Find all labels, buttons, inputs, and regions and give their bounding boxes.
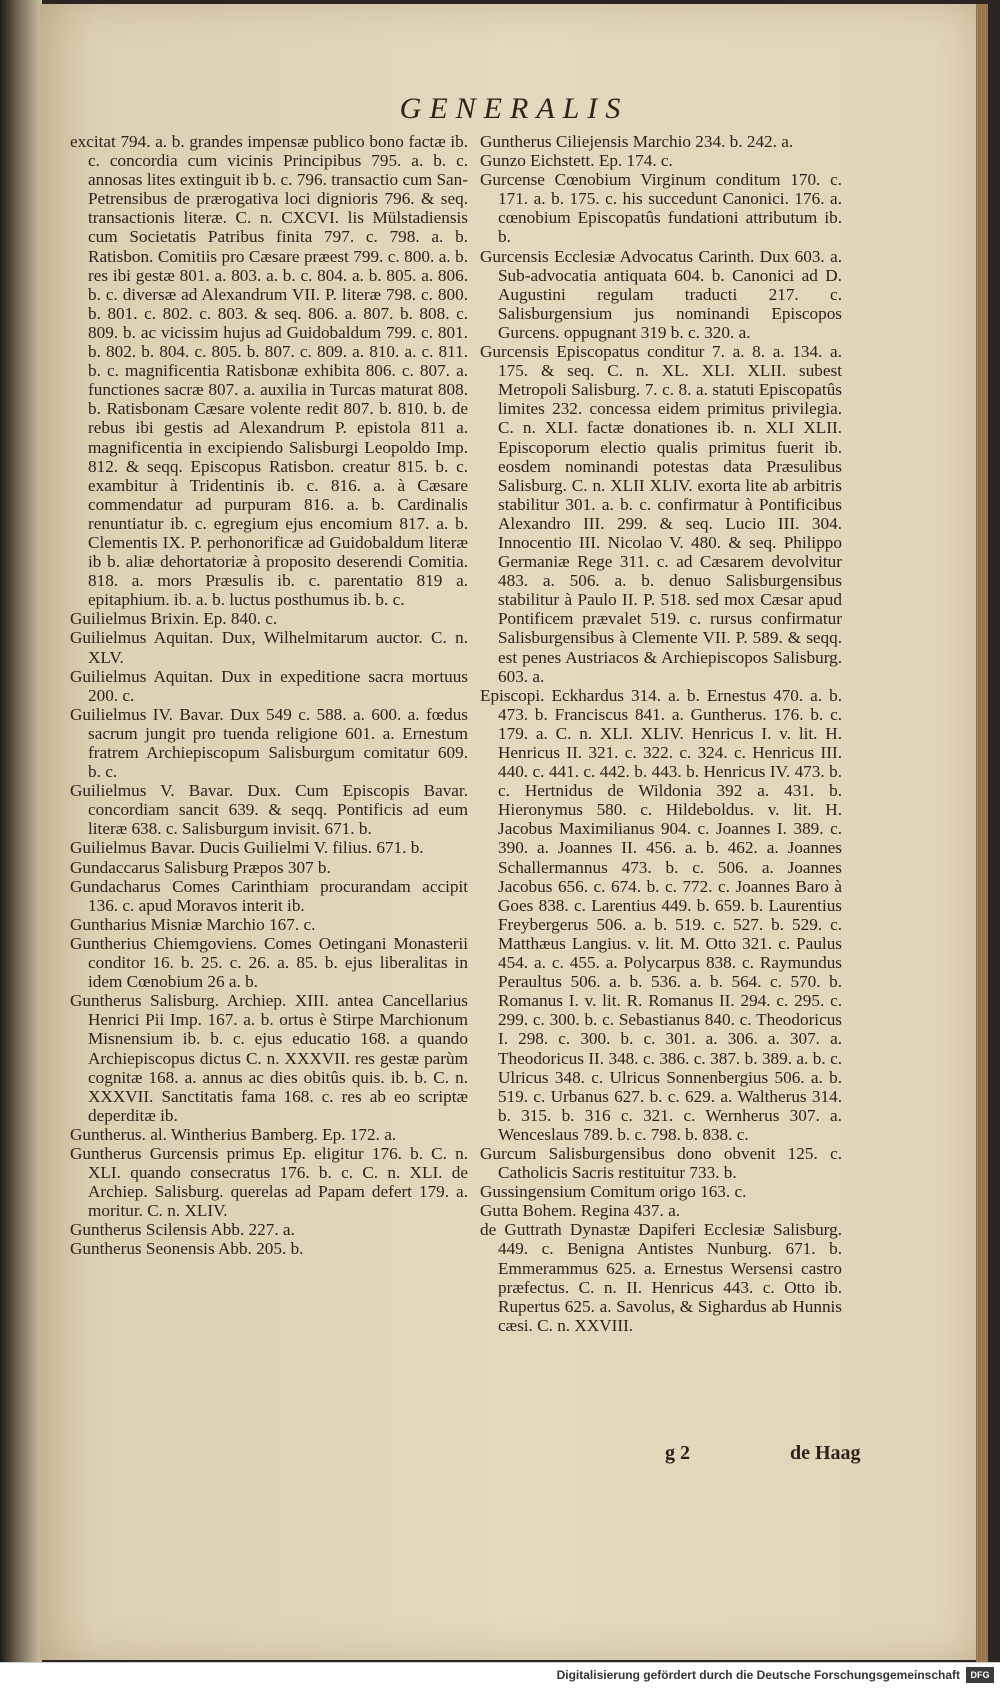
- footer-credit: Digitalisierung gefördert durch die Deutsche Forschungsgemeinschaft: [556, 1668, 960, 1682]
- index-entry: Guntherus Scilensis Abb. 227. a.: [70, 1220, 295, 1240]
- index-entry: Gutta Bohem. Regina 437. a.: [480, 1201, 681, 1221]
- index-entry: Gurcensis Episcopatus conditur 7. a. 8. a. 134. a. 175. & seq. C. n. XL. XLI. XLII. subest Metropoli Salisburg. 7. c. 8. a. statuti Episcopatûs limites 232. concessa eidem primitus privilegia. C. n. XLI. factæ donationes ib. n. XLI XLII. Episcoporum electio qualis primitus fuerit ib. eosdem nominandi potestas data Præsulibus Salisburg. C. n. XLII XLIV. exorta lite ab arbitris stabilitur 301. a. b. c. confirmatur à Pontificibus Alexandro III. 299. & seq. Lucio III. 304. Innocentio III. Nicolao V. 480. & seq. Philippo Germaniæ Rege 311. c. ad Cæsarem devolvitur 483. a. 506. a. b. denuo Salisburgensibus stabilitur à Paulo II. P. 518. sed mox Cæsar apud Pontificem prævalet 519. c. rursus confirmatur Salisburgensibus à Clemente VII. P. 589. & seqq. est penes Austriacos & Archiepiscopos Salisburg. 603. a.: [480, 342, 842, 686]
- index-entry: Guilielmus Aquitan. Dux in expeditione sacra mortuus 200. c.: [70, 666, 468, 705]
- index-entry: Guilielmus IV. Bavar. Dux 549 c. 588. a. 600. a. fœdus sacrum jungit pro tuenda religione 601. a. Ernestum fratrem Archiepiscopum Salisburgum comitatur 609. b. c.: [70, 704, 468, 782]
- index-entry: Episcopi. Eckhardus 314. a. b. Ernestus 470. a. b. 473. b. Franciscus 841. a. Guntherus. 176. b. c. 179. a. C. n. XLI. XLIV. Henricus I. v. lit. H. Henricus II. 321. c. 322. c. 324. c. Henricus III. 440. c. 441. c. 442. b. 443. b. Henricus IV. 473. b. c. Hertnidus de Wildonia 392 a. 431. b. Hieronymus 580. c. Hildeboldus. v. lit. H. Jacobus Maximilianus 904. c. Joannes I. 389. c. 390. a. Joannes II. 456. a. b. 462. a. Joannes Schallermannus 473. b. c. 506. a. Joannes Jacobus 656. c. 674. b. c. 772. c. Joannes Baro à Goes 838. c. Larentius 449. b. 659. b. Laurentius Freybergerus 506. a. b. 519. c. 527. b. 529. c. Matthæus Langius. v. lit. M. Otto 321. c. Paulus 454. a. c. 455. a. Polycarpus 838. c. Raymundus Peraultus 506. a. b. 536. a. b. 564. c. 570. b. Romanus I. v. lit. R. Romanus II. 294. c. 295. c. 299. c. 300. b. c. Sebastianus 840. c. Theodoricus I. 298. c. 300. b. c. 301. a. 306. a. 307. a. Theodoricus II. 348. c. 386. c. 387. b. 389. a. b. c. Ulricus 348. c. Ulricus Sonnenbergius 506. a. b. 519. c. Urbanus 627. b. c. 629. a. Waltherus 314. b. 315. b. 316 c. 321. c. Wernherus 307. a. Wenceslaus 789. b. c. 798. b. 838. c.: [480, 685, 842, 1144]
- index-entry: Guntherus. al. Wintherius Bamberg. Ep. 172. a.: [70, 1124, 397, 1144]
- index-entry: Guntherus Salisburg. Archiep. XIII. antea Cancellarius Henrici Pii Imp. 167. a. b. ortus è Stirpe Marchionum Misnensium ib. b. c. ejus educatio 168. a quando Archiepiscopus dictus C. n. XXXVII. res gestæ parùm cognitæ 168. a. annus ac dies obitûs quis. ib. b. C. n. XXXVII. Sanctitatis fama 168. c. res ab eo scriptæ deperditæ ib.: [70, 991, 468, 1125]
- index-entry: Guilielmus V. Bavar. Dux. Cum Episcopis Bavar. concordiam sancit 639. & seqq. Pontificis ad eum literæ 638. c. Salisburgum invisit. 671. b.: [70, 781, 468, 839]
- index-entry: Gussingensium Comitum origo 163. c.: [480, 1182, 747, 1202]
- index-entry: Gurcum Salisburgensibus dono obvenit 125. c. Catholicis Sacris restituitur 733. b.: [480, 1143, 842, 1183]
- running-head: GENERALIS: [399, 92, 629, 125]
- catchword: de Haag: [790, 1442, 861, 1464]
- index-entry: excitat 794. a. b. grandes impensæ publico bono factæ ib. c. concordia cum vicinis Principibus 795. a. b. c. annosas lites extinguit ib b. c. 796. transactio cum San-Petrensibus de prærogativa loci dignioris 796. & seq. transactionis literæ. C. n. CXCVI. lis Mülstadiensis cum Societatis Patribus finita 797. c. 798. a. b. Ratisbon. Comitiis pro Cæsare præest 799. c. 800. a. b. res ibi gestæ 801. a. 803. a. b. c. 804. a. b. 805. a. 806. b. c. diversæ ad Alexandrum VII. P. literæ 798. c. 800. b. 801. c. 802. c. 803. & seq. 806. a. 807. b. 808. c. 809. b. ac vicissim hujus ad Guidobaldum 799. c. 801. b. 802. b. 804. c. 805. b. 807. c. 809. a. 810. a. c. 811. b. c. magnificentia Ratisbonæ exhibita 806. c. 807. a. functiones sacræ 807. a. auxilia in Turcas maturat 808. b. Ratisbonam Cæsare volente redit 807. b. 810. b. de rebus ibi gestis ad Alexandrum P. epistola 811 a. magnificentia in excipiendo Salisburgi Leopoldo Imp. 812. & seqq. Episcopus Ratisbon. creatur 815. b. c. exambitur à Tridentinis ib. c. 816. a. à Cæsare commendatur ad purpuram 816. a. b. Cardinalis renuntiatur ib. c. egregium ejus encomium 817. a. b. Clementis IX. P. perhonorificæ ad Guidobaldum literæ ib b. aliæ dehortatoriæ à proposito deserendi Comitia. 818. a. mors Præsulis ib. c. parentatio 819 a. epitaphium. ib. a. b. luctus posthumus ib. b. c.: [70, 132, 468, 610]
- signature-mark: g 2: [665, 1442, 690, 1464]
- index-entry: Gunzo Eichstett. Ep. 174. c.: [480, 151, 673, 171]
- dfg-logo: DFG: [966, 1667, 994, 1683]
- index-entry: de Guttrath Dynastæ Dapiferi Ecclesiæ Salisburg. 449. c. Benigna Antistes Nunburg. 671. b. Emmerammus 625. a. Ernestus Wersensi castro præfectus. C. n. II. Henricus 443. c. Otto ib. Rupertus 625. a. Savolus, & Sighardus ab Hunnis cæsi. C. n. XXVIII.: [480, 1220, 842, 1335]
- index-entry: Gundacharus Comes Carinthiam procurandam accipit 136. c. apud Moravos interit ib.: [70, 876, 468, 915]
- index-entry: Guntherus Gurcensis primus Ep. eligitur 176. b. C. n. XLI. quando consecratus 176. b. c. C. n. XLI. de Archiep. Salisburg. querelas ad Papam defert 179. a. moritur. C. n. XLIV.: [70, 1143, 468, 1221]
- digitization-footer: [0, 1662, 1000, 1688]
- index-entry: Guilielmus Brixin. Ep. 840. c.: [70, 609, 278, 629]
- index-entry: Guntherus Seonensis Abb. 205. b.: [70, 1239, 304, 1259]
- index-entry: Guilielmus Aquitan. Dux, Wilhelmitarum auctor. C. n. XLV.: [70, 628, 468, 667]
- index-entry: Guilielmus Bavar. Ducis Guilielmi V. filius. 671. b.: [70, 838, 424, 858]
- index-entry: Guntherius Chiemgoviens. Comes Oetingani Monasterii conditor 16. b. 25. c. 26. a. 85. b. ejus liberalitas in idem Cœnobium 26 a. b.: [70, 933, 468, 992]
- book-page: [40, 4, 988, 1660]
- index-entry: Gundaccarus Salisburg Præpos 307 b.: [70, 857, 331, 877]
- left-column: [70, 132, 468, 1259]
- index-entry: Guntherus Ciliejensis Marchio 234. b. 242. a.: [480, 132, 794, 151]
- index-entry: Guntharius Misniæ Marchio 167. c.: [70, 914, 316, 934]
- page-edge: [976, 4, 988, 1664]
- index-entry: Gurcense Cœnobium Virginum conditum 170. c. 171. a. b. 175. c. his succedunt Canonici. 176. a. cœnobium Episcopatûs fundationi attributum ib. b.: [480, 170, 842, 247]
- book-spine: [0, 0, 42, 1687]
- right-column: [480, 132, 842, 1335]
- index-entry: Gurcensis Ecclesiæ Advocatus Carinth. Dux 603. a. Sub-advocatia antiquata 604. b. Canonici ad D. Augustini regulam traducti 217. c. Salisburgensium jus nominandi Episcopos Gurcens. oppugnant 319 b. c. 320. a.: [480, 246, 842, 342]
